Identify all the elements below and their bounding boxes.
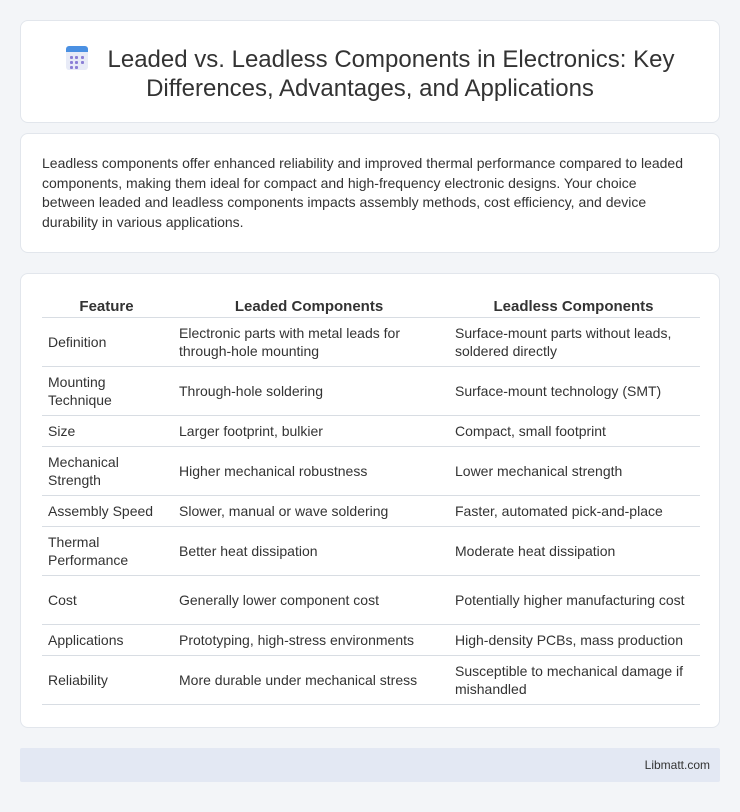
- calendar-grid-icon: [66, 46, 88, 70]
- cell-leaded: Generally lower component cost: [171, 576, 447, 625]
- title-card: [20, 20, 720, 123]
- cell-leadless: Compact, small footprint: [447, 416, 700, 447]
- cell-feature: Size: [42, 416, 171, 447]
- intro-card: [20, 133, 720, 253]
- cell-feature: Applications: [42, 625, 171, 656]
- cell-leaded: Better heat dissipation: [171, 527, 447, 576]
- cell-feature: Cost: [42, 576, 171, 625]
- cell-leadless: Faster, automated pick-and-place: [447, 496, 700, 527]
- table-row: [42, 496, 700, 527]
- cell-leadless: Moderate heat dissipation: [447, 527, 700, 576]
- cell-leadless: Surface-mount technology (SMT): [447, 367, 700, 416]
- table-row: [42, 576, 700, 625]
- cell-leaded: Slower, manual or wave soldering: [171, 496, 447, 527]
- cell-leaded: Higher mechanical robustness: [171, 447, 447, 496]
- intro-paragraph: Leadless components offer enhanced reliability and improved thermal performance compared to leaded components, making them ideal for compact and high-frequency electronic designs. Your choice between leaded and leadless components impacts assembly methods, cost efficiency, and device durability in various applications.: [42, 155, 684, 230]
- cell-feature: Mechanical Strength: [42, 447, 171, 496]
- cell-leadless: Lower mechanical strength: [447, 447, 700, 496]
- cell-leaded: Prototyping, high-stress environments: [171, 625, 447, 656]
- header-leadless: Leadless Components: [447, 296, 700, 318]
- table-header-row: [42, 296, 700, 318]
- cell-leaded: More durable under mechanical stress: [171, 656, 447, 705]
- cell-feature: Assembly Speed: [42, 496, 171, 527]
- table-row: [42, 416, 700, 447]
- header-leaded: Leaded Components: [171, 296, 447, 318]
- cell-feature: Reliability: [42, 656, 171, 705]
- cell-leadless: Surface-mount parts without leads, soldered directly: [447, 318, 700, 367]
- cell-feature: Mounting Technique: [42, 367, 171, 416]
- page-title: Leaded vs. Leadless Components in Electronics: Key Differences, Advantages, and Applications: [107, 46, 675, 102]
- table-row: [42, 367, 700, 416]
- cell-feature: Definition: [42, 318, 171, 367]
- cell-leadless: High-density PCBs, mass production: [447, 625, 700, 656]
- cell-leadless: Susceptible to mechanical damage if mishandled: [447, 656, 700, 705]
- table-row: [42, 318, 700, 367]
- cell-feature: Thermal Performance: [42, 527, 171, 576]
- table-card: [20, 273, 720, 728]
- header-feature: Feature: [42, 296, 171, 318]
- page-title-wrap: [21, 45, 719, 103]
- cell-leadless: Potentially higher manufacturing cost: [447, 576, 700, 625]
- footer-bar: [20, 748, 720, 782]
- table-row: [42, 527, 700, 576]
- cell-leaded: Electronic parts with metal leads for through-hole mounting: [171, 318, 447, 367]
- table-row: [42, 447, 700, 496]
- comparison-table: [42, 296, 700, 705]
- footer-site-link[interactable]: Libmatt.com: [644, 758, 710, 772]
- cell-leaded: Through-hole soldering: [171, 367, 447, 416]
- cell-leaded: Larger footprint, bulkier: [171, 416, 447, 447]
- table-row: [42, 656, 700, 705]
- table-row: [42, 625, 700, 656]
